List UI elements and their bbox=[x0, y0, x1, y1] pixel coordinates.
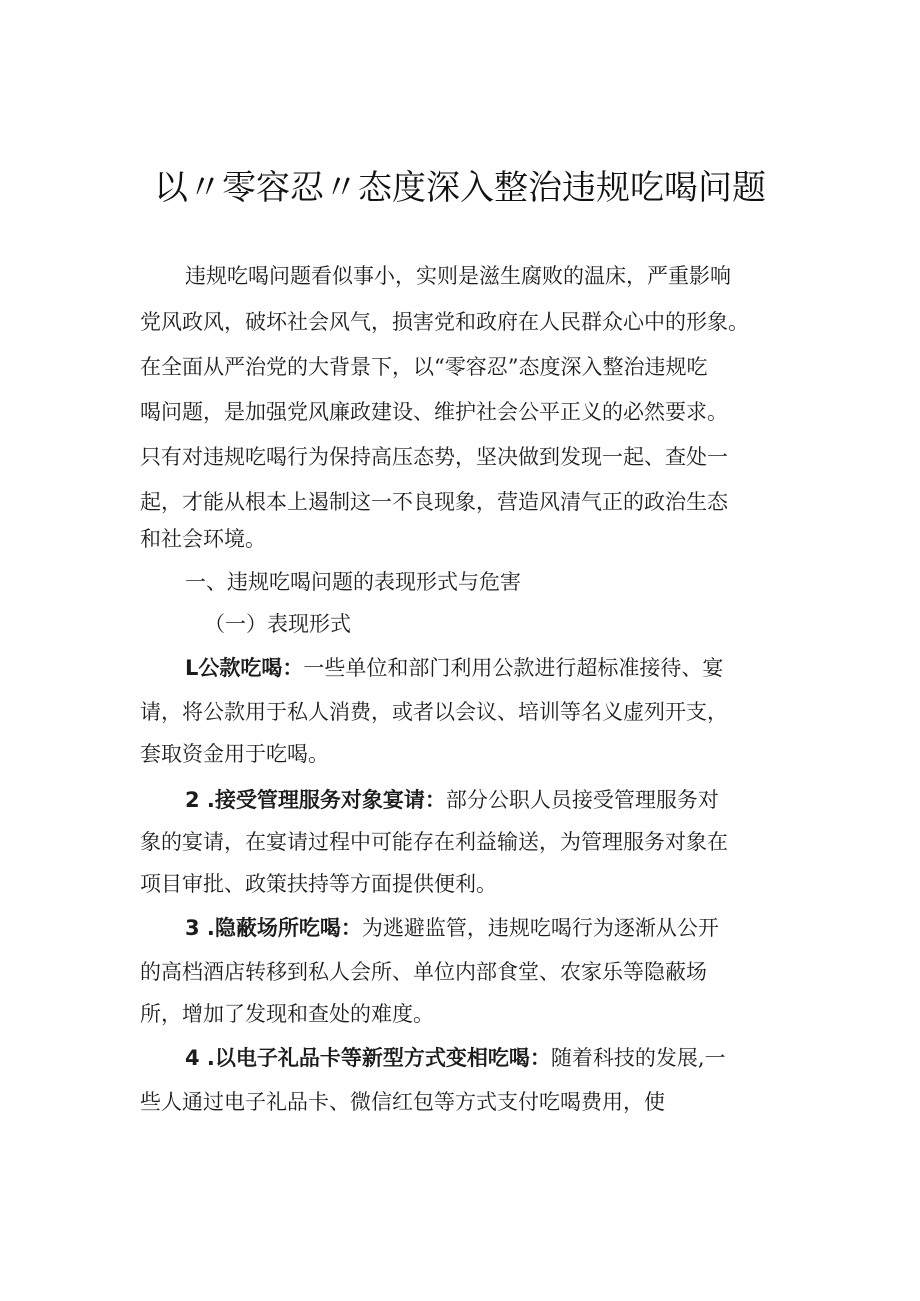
item-3-line-1 bbox=[185, 916, 719, 940]
item-2-line-3: 项目审批、政策扶持等方面提供便利。 bbox=[140, 872, 497, 896]
document-title: 以〃零容忍〃态度深入整治违规吃喝问题 bbox=[154, 168, 766, 208]
intro-line-5: 只有对违规吃喝行为保持高压态势，坚决做到发现一起、查处一 bbox=[140, 445, 728, 469]
item-3-line-2: 的高档酒店转移到私人会所、单位内部食堂、农家乐等隐蔽场 bbox=[140, 960, 707, 984]
section-heading: 一、违规吃喝问题的表现形式与危害 bbox=[185, 570, 521, 594]
item-4-label: 4 .以电子礼品卡等新型方式变相吃喝： bbox=[185, 1046, 551, 1070]
item-1-line-3: 套取资金用于吃喝。 bbox=[140, 742, 329, 766]
item-2-line-2: 象的宴请，在宴请过程中可能存在利益输送，为管理服务对象在 bbox=[140, 830, 728, 854]
intro-line-6: 起，才能从根本上遏制这一不良现象，营造风清气正的政治生态 bbox=[140, 490, 728, 514]
item-2-text-1: 部分公职人员接受管理服务对 bbox=[445, 788, 719, 812]
item-1-text-1: 一些单位和部门利用公款进行超标准接待、宴 bbox=[303, 656, 724, 680]
item-2-line-1 bbox=[185, 788, 719, 812]
item-1-line-1 bbox=[185, 656, 723, 680]
item-3-line-3: 所，增加了发现和查处的难度。 bbox=[140, 1002, 434, 1026]
item-1-label: L公款吃喝： bbox=[185, 656, 304, 680]
intro-line-2: 党风政风，破坏社会风气，损害党和政府在人民群众心中的形象。 bbox=[140, 310, 749, 334]
intro-line-1: 违规吃喝问题看似事小，实则是滋生腐败的温床，严重影响 bbox=[185, 264, 731, 288]
subsection-heading: （一）表现形式 bbox=[204, 612, 351, 636]
intro-line-7: 和社会环境。 bbox=[140, 527, 266, 551]
item-4-text-1: 随着科技的发展,一 bbox=[550, 1046, 726, 1070]
item-4-line-2: 些人通过电子礼品卡、微信红包等方式支付吃喝费用，使 bbox=[140, 1090, 665, 1114]
item-1-line-2: 请，将公款用于私人消费，或者以会议、培训等名义虚列开支， bbox=[140, 700, 728, 724]
intro-line-4: 喝问题，是加强党风廉政建设、维护社会公平正义的必然要求。 bbox=[140, 400, 728, 424]
item-4-line-1 bbox=[185, 1046, 726, 1070]
intro-line-3: 在全面从严治党的大背景下，以“零容忍”态度深入整治违规吃 bbox=[140, 355, 708, 379]
item-2-label: 2 .接受管理服务对象宴请： bbox=[185, 788, 446, 812]
item-3-label: 3 .隐蔽场所吃喝： bbox=[185, 916, 362, 940]
item-3-text-1: 为逃避监管，违规吃喝行为逐渐从公开 bbox=[361, 916, 719, 940]
